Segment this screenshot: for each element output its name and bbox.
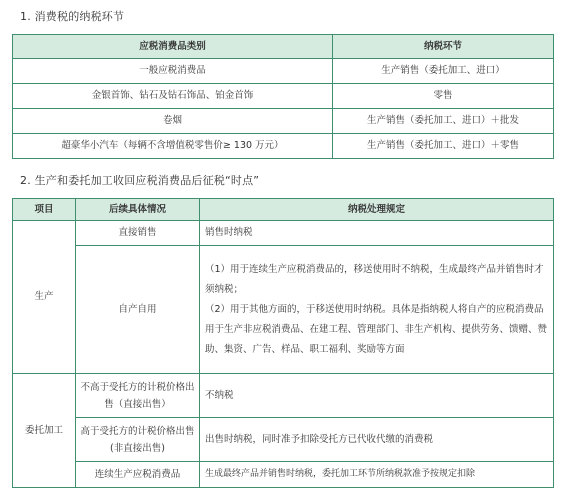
self-use-rule: [200, 246, 554, 374]
table-row: [13, 134, 554, 159]
category-cell: 卷烟: [13, 109, 333, 134]
column-header-stage: 纳税环节: [333, 35, 554, 59]
table-row: [13, 84, 554, 109]
self-use-rule-1: （1）用于连续生产应税消费品的，移送使用时不纳税，生成最终产品并销售时才须纳税；: [205, 263, 544, 295]
stage-cell: 生产销售（委托加工、进口）: [333, 59, 554, 84]
table-row: [13, 374, 554, 418]
entrusted-case-1-rule: 不纳税: [200, 374, 554, 418]
entrusted-case-2: 高于受托方的计税价格出售(非直接出售): [76, 418, 200, 462]
section-2-title: 2. 生产和委托加工收回应税消费品后征税“时点”: [20, 174, 260, 187]
stage-cell: 零售: [333, 84, 554, 109]
table-row: [13, 221, 554, 246]
stage-cell: 生产销售（委托加工、进口）＋零售: [333, 134, 554, 159]
category-cell: 超豪华小汽车（每辆不含增值税零售价≥ 130 万元）: [13, 134, 333, 159]
tax-timing-table: [12, 198, 554, 488]
direct-sale-cell: 直接销售: [76, 221, 200, 246]
entrusted-case-3-rule: 生成最终产品并销售时纳税，委托加工环节所纳税款准予按规定扣除: [200, 462, 554, 488]
column-header-category: 应税消费品类别: [13, 35, 333, 59]
entrusted-case-2-rule: 出售时纳税，同时准予扣除受托方已代收代缴的消费税: [200, 418, 554, 462]
table-row: [13, 109, 554, 134]
stage-cell: 生产销售（委托加工、进口）＋批发: [333, 109, 554, 134]
column-header-rule: 纳税处理规定: [200, 199, 554, 221]
entrusted-label: 委托加工: [13, 374, 76, 488]
table-header-row: [13, 35, 554, 59]
entrusted-case-1: 不高于受托方的计税价格出售（直接出售）: [76, 374, 200, 418]
column-header-item: 项目: [13, 199, 76, 221]
entrusted-case-3: 连续生产应税消费品: [76, 462, 200, 488]
table-row: [13, 59, 554, 84]
direct-sale-rule: 销售时纳税: [200, 221, 554, 246]
self-use-cell: 自产自用: [76, 246, 200, 374]
self-use-rule-2: （2）用于其他方面的，于移送使用时纳税。具体是指纳税人将自产的应税消费品用于生产非应税消费品、在建工程、管理部门、非生产机构、提供劳务、馈赠、赞助、集资、广告、样品、职工福利、奖励等方面: [205, 303, 548, 355]
production-label: 生产: [13, 221, 76, 374]
table-row: [13, 418, 554, 462]
category-cell: 一般应税消费品: [13, 59, 333, 84]
category-cell: 金银首饰、钻石及钻石饰品、铂金首饰: [13, 84, 333, 109]
column-header-situation: 后续具体情况: [76, 199, 200, 221]
table-row: [13, 462, 554, 488]
table-header-row: [13, 199, 554, 221]
section-1-title: 1. 消费税的纳税环节: [20, 10, 125, 23]
table-row: [13, 246, 554, 374]
tax-stage-table: [12, 34, 554, 159]
